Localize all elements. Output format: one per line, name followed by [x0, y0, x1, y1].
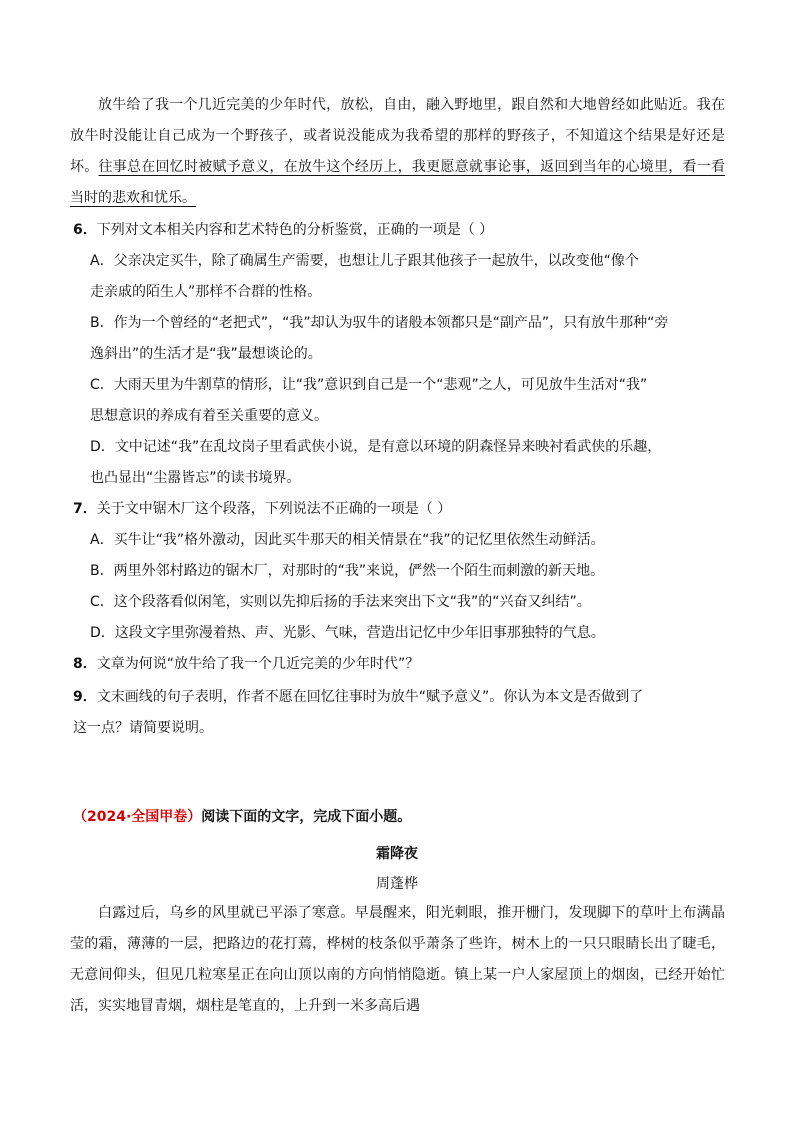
question-number: 6．: [73, 222, 97, 238]
option-c-line2: 思想意识的养成有着至关重要的意义。: [90, 408, 328, 424]
option-d: D．这段文字里弥漫着热、声、光影、气味，营造出记忆中少年旧事那独特的气息。: [90, 625, 605, 641]
question-8: [73, 649, 723, 680]
question-number: 8．: [73, 656, 97, 672]
question-stem: 文章为何说“放牛给了我一个几近完美的少年时代”？: [96, 656, 420, 672]
option-d-line1: D．文中记述“我”在乱坟岗子里看武侠小说，是有意以环境的阴森怪异来映衬看武侠的乐趣，: [90, 439, 662, 455]
option-c: C．这个段落看似闲笔，实则以先抑后扬的手法来突出下文“我”的“兴奋又纠结”。: [90, 594, 591, 610]
option-b-line1: B．作为一个曾经的“老把式”，“我”却认为驭牛的诸般本领都只是“副产品”，只有放牛那种“旁: [90, 315, 669, 331]
passage-paragraph: [70, 90, 725, 214]
article-paragraph: 白露过后，乌乡的风里就已平添了寒意。早晨醒来，阳光刺眼，推开栅门，发现脚下的草叶上布满晶莹的霜，薄薄的一层，把路边的花打蔫，桦树的枝条似乎萧条了些许，树木上的一只只眼睛长出了睫毛，无意间仰头，但见几粒寒星正在向山顶以南的方向悄悄隐逝。镇上某一户人家屋顶上的烟囱，已经开始忙活，实实地冒青烟，烟柱是笔直的，上升到一米多高后遇: [70, 905, 725, 1014]
article-body: [70, 898, 725, 1022]
option-d-line2: 也凸显出“尘嚣皆忘”的读书境界。: [90, 470, 301, 486]
question-number: 9．: [73, 689, 97, 705]
question-7: [73, 494, 723, 525]
question-6: [73, 215, 723, 246]
passage-excerpt: [70, 90, 725, 214]
question-stem: 关于文中锯木厂这个段落，下列说法不正确的一项是（ ）: [96, 501, 452, 517]
article-author: 周蓬桦: [376, 876, 418, 892]
option-a-line2: 走亲戚的陌生人”那样不合群的性格。: [90, 284, 322, 300]
article-title: 霜降夜: [376, 846, 418, 862]
option-a: A．买牛让“我”格外激动，因此买牛那天的相关情景在“我”的记忆里依然生动鲜活。: [90, 532, 605, 548]
question-number: 7．: [73, 501, 97, 517]
option-b: B．两里外邻村路边的锯木厂，对那时的“我”来说，俨然一个陌生而刺激的新天地。: [90, 563, 605, 579]
exam-source: （2024·全国甲卷）: [73, 809, 202, 825]
option-a-line1: A．父亲决定买牛，除了确属生产需要，也想让儿子跟其他孩子一起放牛，以改变他“像个: [90, 253, 639, 269]
question-9: [73, 682, 723, 713]
option-b-line2: 逸斜出”的生活才是“我”最想谈论的。: [90, 346, 322, 362]
question-stem: 下列对文本相关内容和艺术特色的分析鉴赏，正确的一项是（ ）: [96, 222, 494, 238]
option-c-line1: C．大雨天里为牛割草的情形，让“我”意识到自己是一个“悲观”之人，可见放牛生活对“我”: [90, 377, 648, 393]
passage-text: 放牛给了我一个几近完美的少年时代，放松，自由，融入野地里，跟自然和大地曾经如此贴近。我在放牛时没能让自己成为一个野孩子，或者说没能成为我希望的那样的野孩子，不知道这个结果是好还是坏。: [70, 97, 725, 175]
underlined-sentence: 往事总在回忆时被赋予意义，在放牛这个经历上，我更愿意就事论事，返回到当年的心境里，看一看当时的悲欢和忧乐。: [70, 159, 726, 206]
question-stem: 文末画线的句子表明，作者不愿在回忆往事时为放牛“赋予意义”。你认为本文是否做到了: [96, 689, 644, 705]
section-heading: [73, 802, 411, 833]
question-9-line2: 这一点？请简要说明。: [73, 720, 213, 736]
section-instruction: 阅读下面的文字，完成下面小题。: [201, 809, 412, 825]
